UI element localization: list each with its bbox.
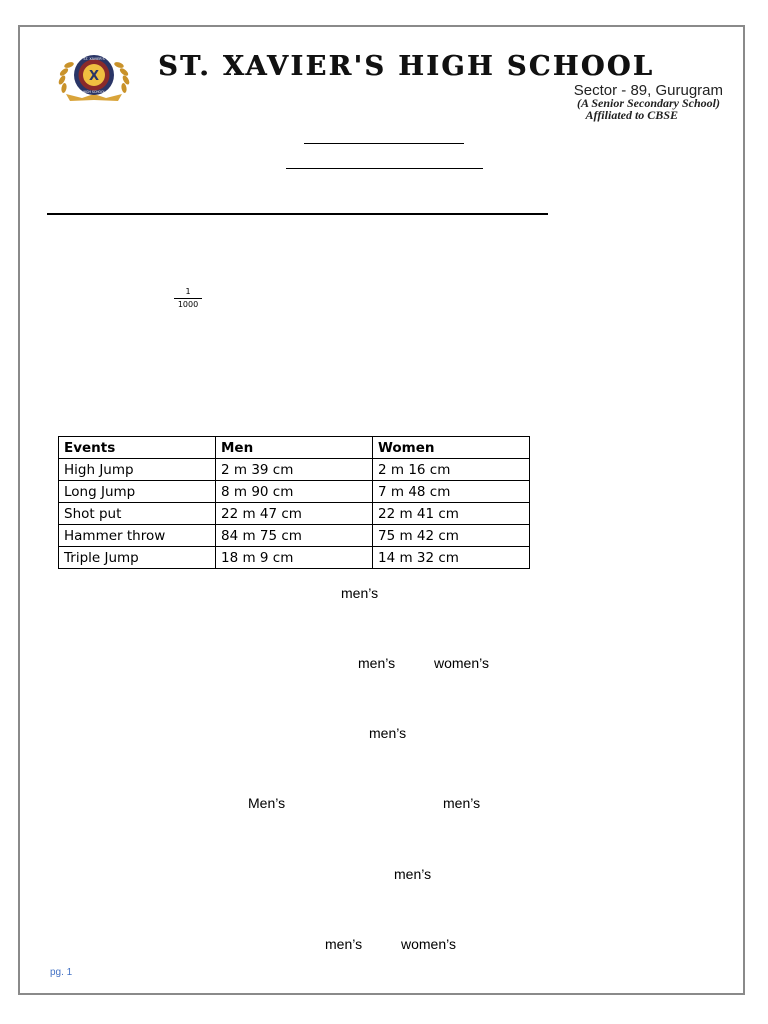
table-cell: 2 m 39 cm [216,459,373,481]
question-5-word: men’s [394,866,432,882]
fraction [174,287,202,310]
divider-line [47,213,548,215]
logo-text-bottom: HIGH SCHOOL [82,90,106,94]
blank-line-1 [304,143,464,144]
school-sector: Sector - 89, Gurugram [573,82,723,99]
blank-line-2 [286,168,483,169]
table-row [59,481,530,503]
question-4-word-1: Men’s [248,795,286,811]
table-cell: 84 m 75 cm [216,525,373,547]
header-cell-events: Events [59,437,216,459]
table-cell: 18 m 9 cm [216,547,373,569]
table-cell: 8 m 90 cm [216,481,373,503]
header-cell-women: Women [373,437,530,459]
table-row [59,547,530,569]
table-cell: Long Jump [59,481,216,503]
table-row [59,525,530,547]
table-header-row [59,437,530,459]
school-logo [52,50,136,104]
page-number: pg. 1 [50,967,73,978]
school-type: (A Senior Secondary School) [576,96,720,110]
table-cell: 2 m 16 cm [373,459,530,481]
school-name: ST. XAVIER'S HIGH SCHOOL [158,51,655,82]
table-row [59,459,530,481]
question-2-word-2: women’s [434,655,489,671]
fraction-denominator: 1000 [177,300,199,309]
question-3-word: men’s [369,725,407,741]
question-6-word-1: men’s [325,936,363,952]
records-table [58,436,530,569]
question-1-word: men’s [341,585,379,601]
table-cell: 14 m 32 cm [373,547,530,569]
school-affiliation: Affiliated to CBSE [585,108,678,122]
logo-letter: X [88,69,100,84]
table-cell: Shot put [59,503,216,525]
question-6-word-2: women’s [401,936,456,952]
table-cell: High Jump [59,459,216,481]
question-4-word-2: men’s [443,795,481,811]
table-cell: Hammer throw [59,525,216,547]
logo-text-top: ST. XAVIER'S [83,57,105,61]
table-cell: 75 m 42 cm [373,525,530,547]
fraction-numerator: 1 [174,287,202,299]
table-cell: Triple Jump [59,547,216,569]
table-row [59,503,530,525]
table-cell: 22 m 41 cm [373,503,530,525]
question-2-word-1: men’s [358,655,396,671]
table-cell: 7 m 48 cm [373,481,530,503]
header-cell-men: Men [216,437,373,459]
table-cell: 22 m 47 cm [216,503,373,525]
